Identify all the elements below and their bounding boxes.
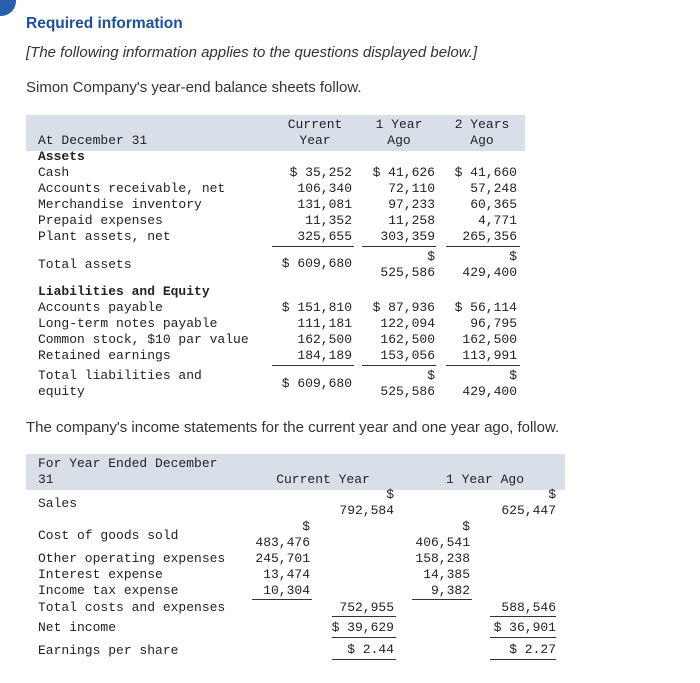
col-1-year-ago-l2: Ago (387, 133, 411, 148)
col-2-years-ago-l1: 2 Years (454, 117, 510, 132)
period-label-l1: For Year Ended December (38, 456, 218, 471)
cell-1y: 97,233 (388, 197, 435, 212)
liabilities-equity-label: Liabilities and Equity (38, 284, 210, 299)
net-income-py: $ 36,901 (493, 620, 556, 635)
tax-cy: 10,304 (263, 583, 310, 598)
corner-accent-circle (0, 0, 16, 16)
total-le-current: $ 609,680 (281, 376, 352, 391)
row-label: Long-term notes payable (38, 316, 218, 331)
col-current-year-l1: Current (287, 117, 343, 132)
cell-current: 184,189 (297, 348, 352, 363)
cell-current: 11,352 (305, 213, 352, 228)
underline (490, 659, 556, 660)
balance-sheet-intro: Simon Company's year-end balance sheets follow. (26, 79, 362, 96)
total-assets-label: Total assets (38, 257, 132, 272)
interest-cy: 13,474 (263, 567, 310, 582)
cell-current: 106,340 (297, 181, 352, 196)
assets-label: Assets (38, 149, 85, 164)
row-label: Common stock, $10 par value (38, 332, 249, 347)
total-le-1y: 525,586 (380, 384, 435, 399)
underline (332, 616, 396, 617)
underline (490, 637, 556, 638)
col-2-years-ago-l2: Ago (470, 133, 494, 148)
row-label: Prepaid expenses (38, 213, 163, 228)
cell-1y: $ 87,936 (372, 300, 435, 315)
cell-1y: 122,094 (380, 316, 435, 331)
underline (252, 599, 312, 600)
cell-2y: 113,991 (462, 348, 517, 363)
cogs-cy: 483,476 (255, 535, 310, 550)
underline (362, 365, 436, 366)
col-current-year-l2: Year (299, 133, 331, 148)
row-label: Accounts payable (38, 300, 163, 315)
cell-1y: 153,056 (380, 348, 435, 363)
underline (272, 246, 354, 247)
other-opex-py: 158,238 (415, 551, 470, 566)
cogs-py: 406,541 (415, 535, 470, 550)
underline (272, 365, 354, 366)
cell-current: 131,081 (297, 197, 352, 212)
row-label: Retained earnings (38, 348, 171, 363)
tax-label: Income tax expense (38, 583, 179, 598)
cell-1y: 162,500 (380, 332, 435, 347)
eps-label: Earnings per share (38, 643, 179, 658)
cell-current: 325,655 (297, 229, 352, 244)
cell-current: 111,181 (297, 316, 352, 331)
total-assets-current: $ 609,680 (281, 256, 352, 271)
eps-cy: $ 2.44 (347, 642, 394, 657)
cell-2y: 57,248 (470, 181, 517, 196)
total-le-2y-sign: $ (509, 368, 517, 383)
total-assets-2y-sign: $ (509, 249, 517, 264)
row-label: Cash (38, 165, 70, 180)
cell-1y: 11,258 (388, 213, 435, 228)
cell-2y: 4,771 (477, 213, 517, 228)
other-opex-cy: 245,701 (255, 551, 310, 566)
sales-cy-sign: $ (386, 487, 394, 502)
underline (332, 659, 396, 660)
underline (332, 637, 396, 638)
total-le-label-l1: Total liabilities and (38, 368, 202, 383)
row-label: Plant assets, net (38, 229, 171, 244)
sales-py-sign: $ (548, 487, 556, 502)
col-1-year-ago: 1 Year Ago (445, 472, 524, 487)
other-opex-label: Other operating expenses (38, 551, 226, 566)
underline (490, 616, 556, 617)
cogs-py-sign: $ (462, 519, 470, 534)
underline (362, 246, 436, 247)
underline (446, 365, 520, 366)
underline (412, 599, 472, 600)
total-le-1y-sign: $ (427, 368, 435, 383)
income-statement-intro: The company's income statements for the current year and one year ago, follow. (26, 419, 560, 436)
cell-current: 162,500 (297, 332, 352, 347)
col-1-year-ago-l1: 1 Year (375, 117, 423, 132)
date-label: At December 31 (38, 133, 148, 148)
col-current-year: Current Year (276, 472, 370, 487)
sales-label: Sales (38, 496, 78, 511)
sales-py: 625,447 (501, 503, 556, 518)
cell-2y: 60,365 (470, 197, 517, 212)
total-assets-1y: 525,586 (380, 265, 435, 280)
net-income-cy: $ 39,629 (331, 620, 394, 635)
total-assets-2y: 429,400 (462, 265, 517, 280)
underline (446, 246, 520, 247)
eps-py: $ 2.27 (509, 642, 556, 657)
applies-note: [The following information applies to the questions displayed below.] (26, 44, 478, 61)
cell-1y: 303,359 (380, 229, 435, 244)
required-information-heading: Required information (26, 15, 183, 32)
total-costs-py: 588,546 (501, 600, 556, 615)
period-label-l2: 31 (38, 472, 54, 487)
row-label: Merchandise inventory (38, 197, 202, 212)
cell-2y: 162,500 (462, 332, 517, 347)
cell-2y: $ 56,114 (454, 300, 517, 315)
cogs-cy-sign: $ (302, 519, 310, 534)
cell-1y: 72,110 (388, 181, 435, 196)
cogs-label: Cost of goods sold (38, 528, 179, 543)
cell-2y: 96,795 (470, 316, 517, 331)
cell-2y: $ 41,660 (454, 165, 517, 180)
cell-current: $ 35,252 (289, 165, 352, 180)
sales-cy: 792,584 (339, 503, 394, 518)
cell-1y: $ 41,626 (372, 165, 435, 180)
total-le-2y: 429,400 (462, 384, 517, 399)
total-costs-cy: 752,955 (339, 600, 394, 615)
total-le-label-l2: equity (38, 384, 85, 399)
total-assets-1y-sign: $ (427, 249, 435, 264)
total-costs-label: Total costs and expenses (38, 600, 226, 615)
cell-2y: 265,356 (462, 229, 517, 244)
row-label: Accounts receivable, net (38, 181, 226, 196)
interest-label: Interest expense (38, 567, 163, 582)
tax-py: 9,382 (430, 583, 470, 598)
net-income-label: Net income (38, 620, 117, 635)
cell-current: $ 151,810 (281, 300, 352, 315)
interest-py: 14,385 (423, 567, 470, 582)
